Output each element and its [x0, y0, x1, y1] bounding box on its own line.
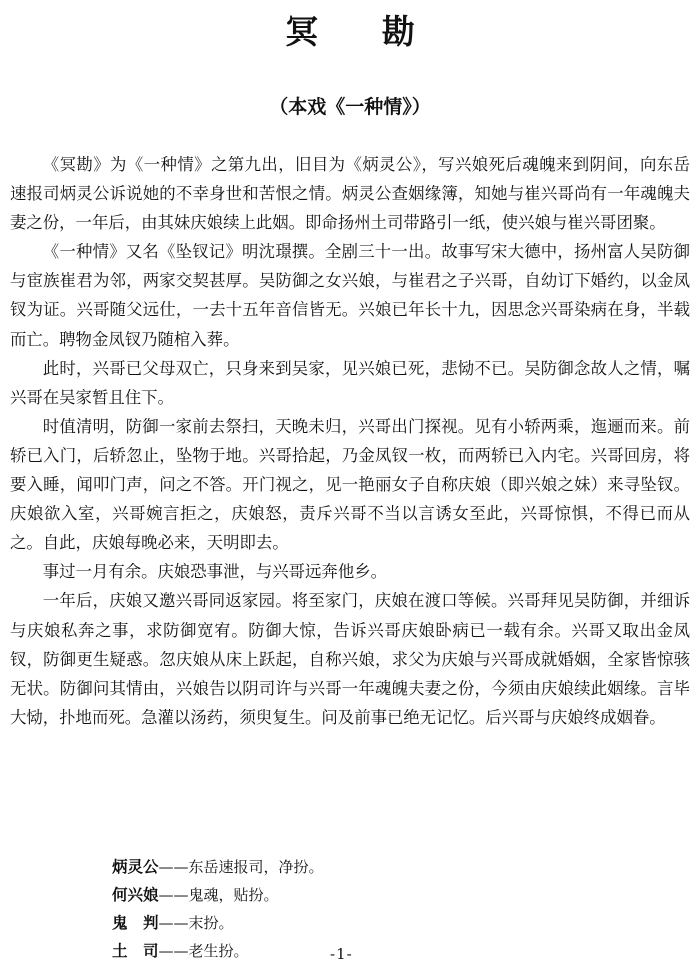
cast-role-description: ——老生扮。	[158, 942, 249, 960]
paragraph: 《冥勘》为《一种情》之第九出，旧目为《炳灵公》，写兴娘死后魂魄来到阴间，向东岳速报司炳灵公诉说她的不幸身世和苦恨之情。炳灵公查姻缘簿，知她与崔兴哥尚有一年魂魄夫妻之份，一年后，由其妹庆娘续上此姻。即命扬州土司带路引一纸，使兴娘与崔兴哥团聚。	[10, 155, 690, 233]
cast-item	[112, 909, 572, 937]
paragraph: 时值清明，防御一家前去祭扫，天晚未归，兴哥出门探视。见有小轿两乘，迤逦而来。前轿已入门，后轿忽止，坠物于地。兴哥拾起，乃金凤钗一枚，而两轿已入内宅。兴哥回房，将要入睡，闻叩门声，问之不答。开门视之，见一艳丽女子自称庆娘（即兴娘之妹）来寻坠钗。庆娘欲入室，兴哥婉言拒之，庆娘怒，责斥兴哥不当以言诱女至此，兴哥惊惧，不得已而从之。自此，庆娘每晚必来，天明即去。	[10, 416, 690, 553]
synopsis-body	[10, 150, 690, 732]
cast-role-name: 鬼 判	[112, 914, 159, 932]
cast-role-name: 何兴娘	[112, 886, 159, 904]
cast-item	[112, 881, 572, 909]
paragraph: 事过一月有余。庆娘恐事泄，与兴哥远奔他乡。	[42, 562, 387, 582]
cast-role-name: 土 司	[112, 942, 159, 960]
paragraph: 一年后，庆娘又邀兴哥同返家园。将至家门，庆娘在渡口等候。兴哥拜见吴防御，并细诉与庆娘私奔之事，求防御宽宥。防御大惊，告诉兴哥庆娘卧病已一载有余。兴哥又取出金凤钗，防御更生疑惑。忽庆娘从床上跃起，自称兴娘，求父为庆娘与兴哥成就婚姻，全家皆惊骇无状。防御问其情由，兴娘告以阴司许与兴哥一年魂魄夫妻之份，今须由庆娘续此姻缘。言毕大恸，扑地而死。急灌以汤药，须臾复生。问及前事已绝无记忆。后兴哥与庆娘终成姻眷。	[10, 591, 690, 727]
cast-role-description: ——末扮。	[158, 914, 234, 932]
page-title: 冥 勘	[285, 12, 441, 51]
paragraph: 此时，兴哥已父母双亡，只身来到吴家，见兴娘已死，悲恸不已。吴防御念故人之情，嘱兴哥在吴家暂且住下。	[10, 358, 690, 407]
paragraph: 《一种情》又名《坠钗记》明沈璟撰。全剧三十一出。故事写宋大德中，扬州富人吴防御与宦族崔君为邻，两家交契甚厚。吴防御之女兴娘，与崔君之子兴哥，自幼订下婚约，以金凤钗为证。兴哥随父远仕，一去十五年音信皆无。兴娘已年长十九，因思念兴哥染病在身，半载而亡。聘物金凤钗乃随棺入葬。	[10, 242, 690, 349]
page-number: -1-	[330, 945, 353, 963]
cast-role-description: ——鬼魂，贴扮。	[158, 886, 279, 904]
cast-role-description: ——东岳速报司，净扮。	[158, 858, 324, 876]
page-subtitle: （本戏《一种情》）	[269, 96, 431, 118]
cast-role-name: 炳灵公	[112, 858, 159, 876]
cast-item	[112, 853, 572, 881]
